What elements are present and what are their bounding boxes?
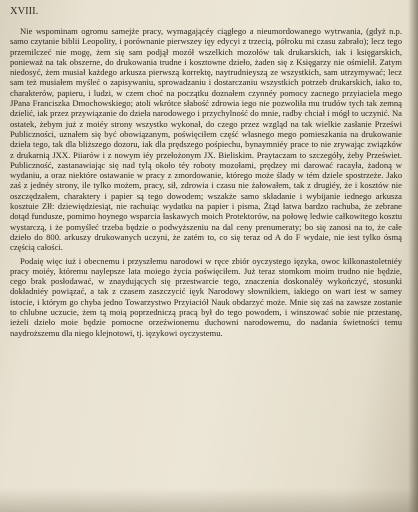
page-number: XVIII. — [10, 6, 39, 17]
page-header — [10, 6, 402, 22]
page-bottom-shadow — [0, 488, 418, 512]
paragraph: Podaię więc iuż i obecnemu i przyszłemu narodowi w ręce zbiór oyczystego ięzyka, owoc kilkonastoletniéy pracy moiéy, któremu naylepsze lata moiego życia poświęciłem. Już teraz stomkom moim trudno nie będzie, cego brak posłodawać, w znaydujących się przestwarcie tego, znaczenia doskonaléy wykończyć, stosunki dokładniéy powiązać, a tak z czasem zaszczycić ięyk Narodowy słownikiem, iakiego on wart iest w samey istocie, i którym go chyba jedno Towarzystwo Przyiaciół Nauk obdarzyć może. Mnie się zaś na zawsze zostanie to chlubne uczucie, żem tą moią poprzedniczą pracą był do tego powodem, i winszować sobie nie przestanę, ieżeli dzieło moie będzie pomocne orzeźwionemu duchowni narodowemu, do nadania świetności temu naydroższemu dla niego klejnotowi, tj. ięzykowi oyczystemu. — [10, 255, 402, 338]
body-text — [10, 26, 402, 496]
paragraph: Nie wspominam ogromu samejże pracy, wymagającéy ciągłego a nieumordowanego wytrwania, (gdyż n.p. samo czytanie biblii Leopolity, i porównanie pierwszey ięy edycyi z trzecią, półroku mi czasu zabrało); lecz tego przemilczeć nie mogę, żem się sam podjął mozół wszelkich mozołów tak drukarskich, iak i księgarskich, ponieważ na tak obszerne, do drukowania trudne i kosztowne dzieło, żaden się z Księgarzy nie ośmielił. Zatym niedosyć, żem musiał każdego arkusza pierwszą korrektę, naytrudnieyszą ze wszystkich, sam utrzymywać; lecz sam też musiałem myśleć o zapisywaniu, sprowadzaniu i dostarczaniu wszystkich potrzeb drukarskich, iako to, charakterów, papieru, i ludzi, w czem choć na początku doznałem czynnéy pomocy zacnego przyiaciela mego JPana Franciszka Dmochowskiego; atoli wkrótce słabość zdrowia iego nie pozwoliła mu trudów tych tak zemną dzielić, iak przez przywiązanie do dzieła narodowego i przychylność do mnie, radby chciał i mógł to uczynić. Na ostatek, żebym już z moiéy strony wszystko wykonał, do czego przez wzgląd na tak wielkie zasłanie Prześwi Publiczności, uznałem się być obowiązanym, poświęciłem część własnego mego pomieszkania na drukowanie dzieła tego, tak dla bliższego dozoru, iak dla prędszego pośpiechu, bynaymniéy prace to nie zrywając związków z drukarnią JXX. Piiarów i z nowym iéy przełożonym JX. Bieliskim. Praytaczam to szczegóły, żeby Przeświet. Publiczność, zastanawiając się nad tylą około téy roboty mozołami, prędzey mi darować racayła, żadoną w wydaniu, a oraz niektóre ostawanie w pracy z zmordowanie, którego może ślady w tém dziele spostrzeże. Jako zaś z jednéy strony, ile tylko możem, pracy, sił, zdrowia i czasu nie żałowałem, tak z drugiéy, że i kosztów nie oszczędzałem, charaktery i papier są tego dowodem; wszakże samo składanie i wybijanie iednego arkusza kosztuie Złł: dziewiędziesiąt, nie rachuiąc wydatku na papier i pisma, Żtąd łatwa bardzo rachuba, że zebrane dotąd fundusze, pomimo hoynego wsparcia łaskawych moich Protektorów, na połowę ledwie całkowitego kosztu wystarczą, i że pomyśleć trzeba będzie o podwyższeniu na dal ceny prenumeraty; bo się zanosi na to, że całe dzieło do 800. arkuszy drukowanych uczyni, że zatém to, co się teraz od A do F wydaie, nie iest tylko ósmą częścią całości. — [10, 26, 402, 253]
page-gutter-shadow — [408, 0, 418, 512]
